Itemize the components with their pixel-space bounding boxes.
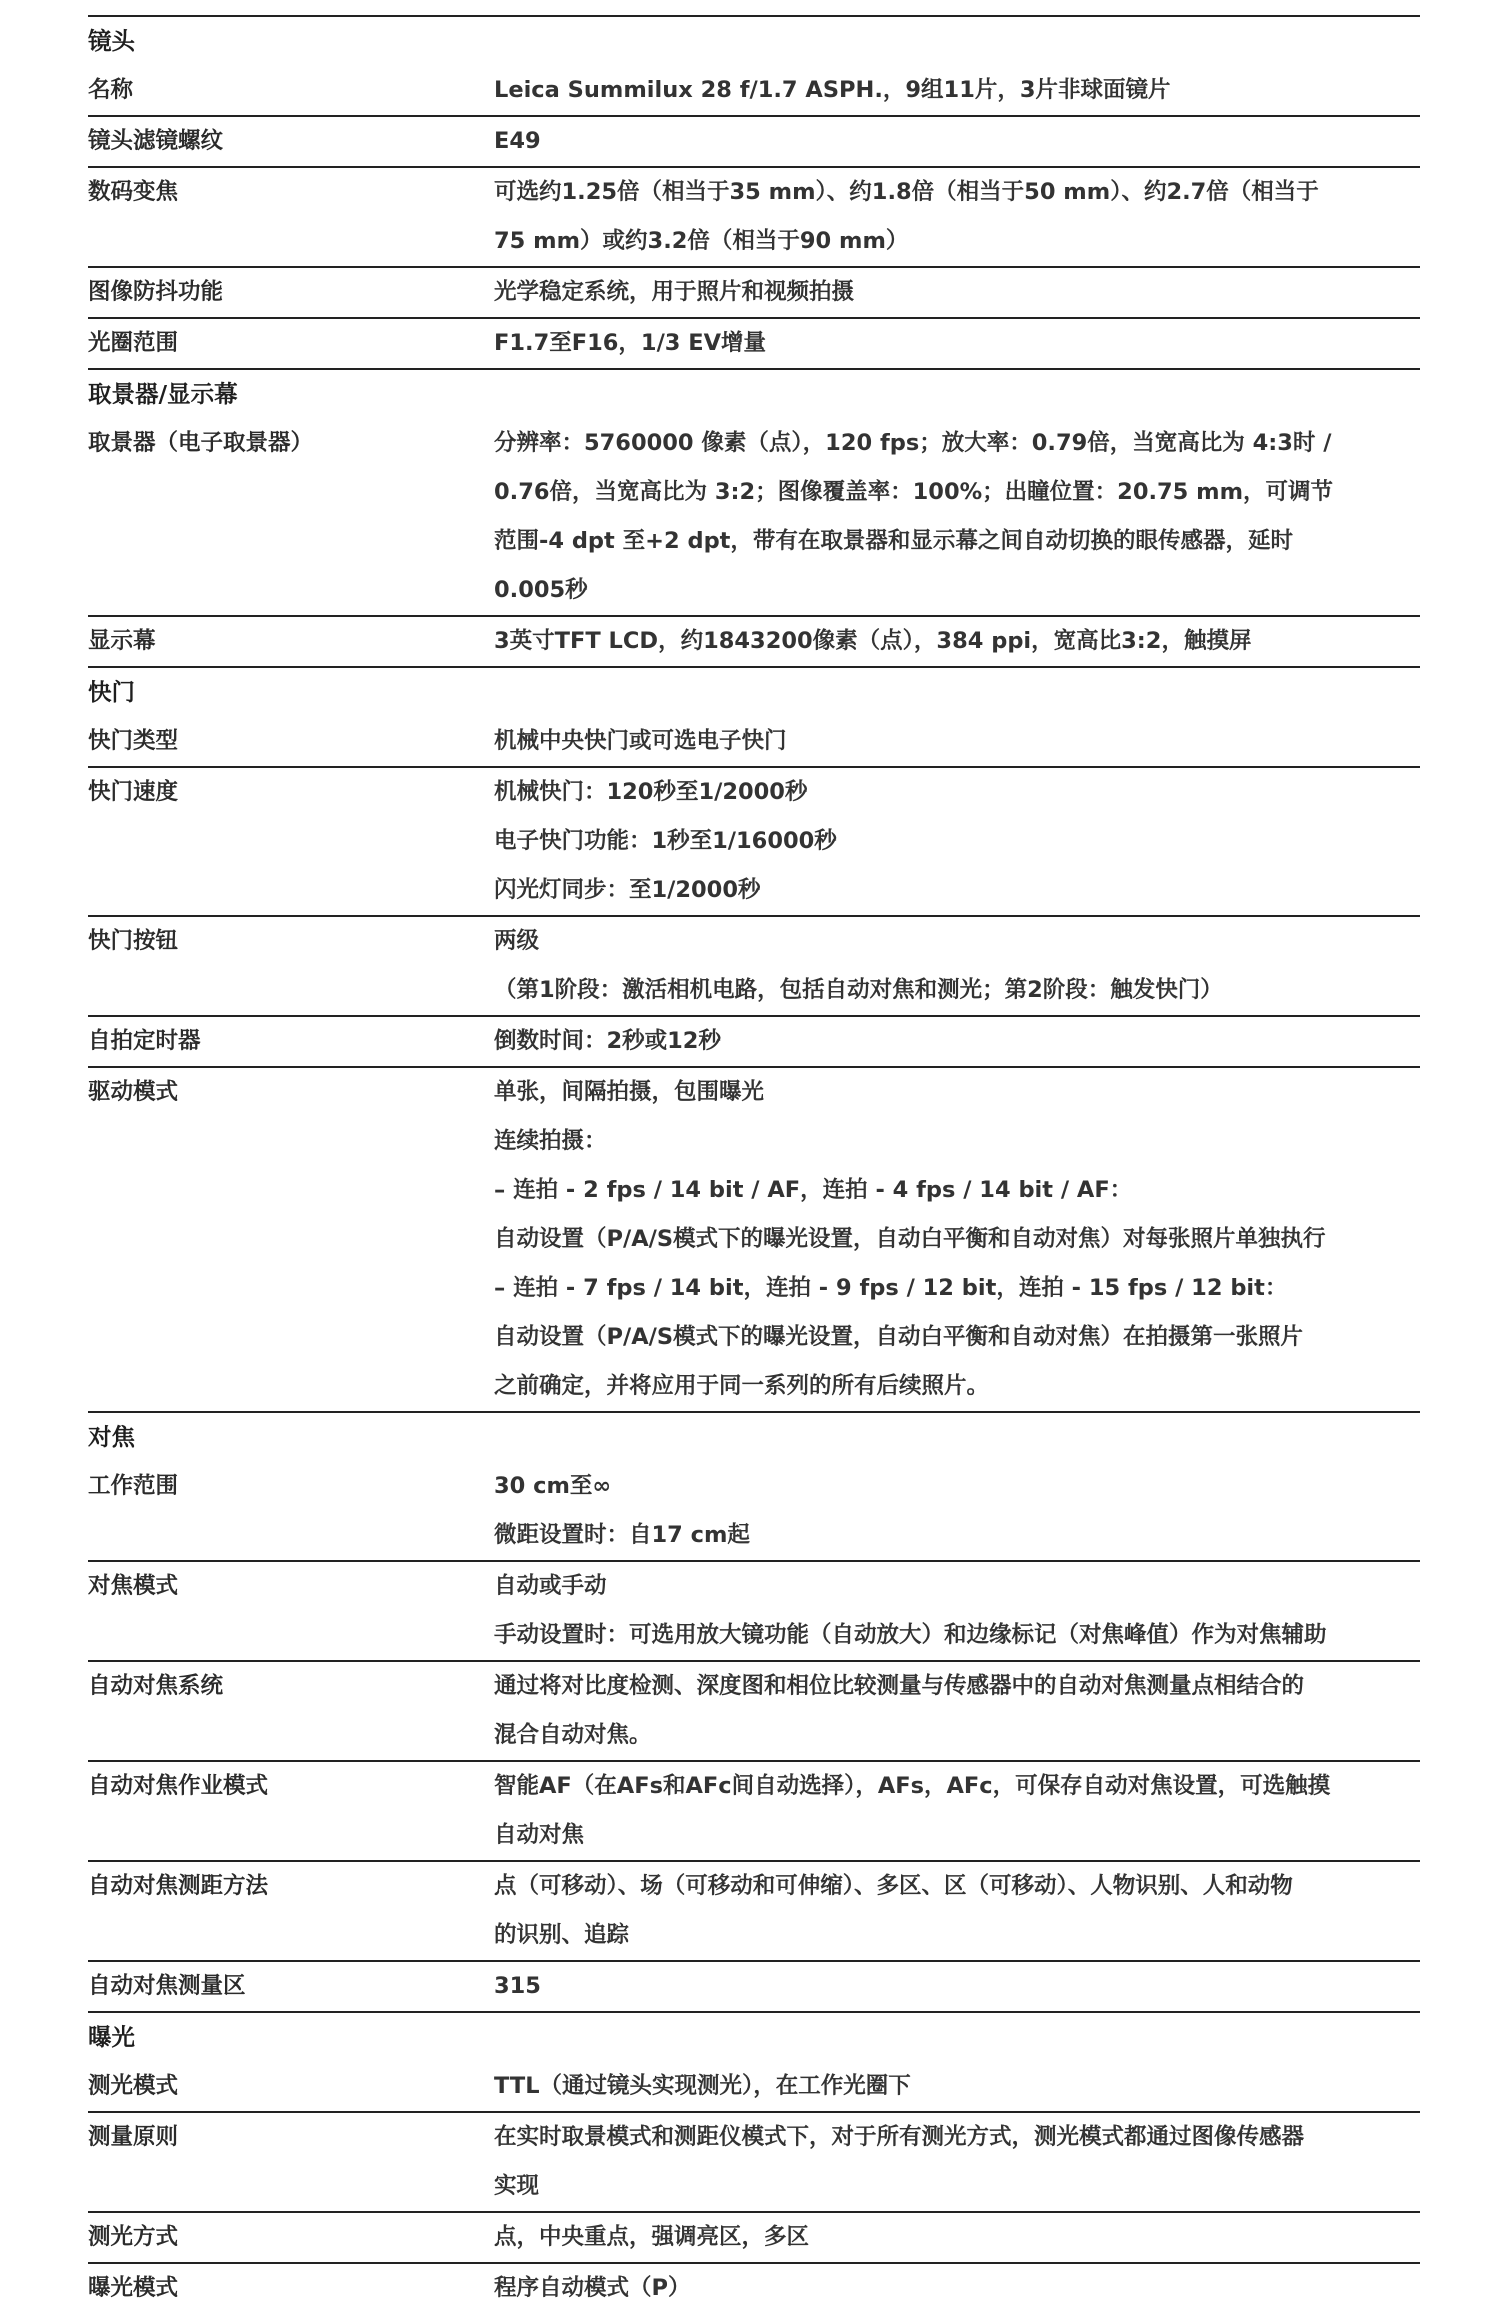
spec-row xyxy=(88,1068,1420,1413)
spec-value xyxy=(494,1562,1420,1660)
spec-row xyxy=(88,419,1420,617)
section-title: 取景器/显示幕 xyxy=(88,380,238,408)
spec-value-line: F1.7至F16，1/3 EV增量 xyxy=(494,330,767,356)
spec-value-line: 自动对焦 xyxy=(494,1822,585,1848)
spec-value xyxy=(494,1662,1420,1760)
section-title: 镜头 xyxy=(88,27,135,55)
spec-value-line: 在实时取景模式和测距仪模式下，对于所有测光方式，测光模式都通过图像传感器 xyxy=(494,2124,1305,2150)
spec-label: 工作范围 xyxy=(88,1473,179,1499)
spec-row xyxy=(88,2113,1420,2213)
section-header xyxy=(88,668,1420,717)
spec-label: 镜头滤镜螺纹 xyxy=(88,128,224,154)
spec-label: 自动对焦系统 xyxy=(88,1673,224,1699)
spec-value-line: 0.76倍，当宽高比为 3:2；图像覆盖率：100%；出瞳位置：20.75 mm，可调节 xyxy=(494,479,1334,505)
spec-row xyxy=(88,1662,1420,1762)
spec-row xyxy=(88,319,1420,370)
spec-value-line: 自动或手动 xyxy=(494,1573,607,1599)
spec-value xyxy=(494,168,1420,266)
spec-value xyxy=(494,768,1420,915)
spec-row xyxy=(88,717,1420,768)
spec-row xyxy=(88,768,1420,917)
spec-value xyxy=(494,1762,1420,1860)
spec-value-line: Leica Summilux 28 f/1.7 ASPH.，9组11片，3片非球面镜片 xyxy=(494,77,1171,103)
spec-value-line: 可选约1.25倍（相当于35 mm）、约1.8倍（相当于50 mm）、约2.7倍（相当于 xyxy=(494,179,1319,205)
spec-label: 图像防抖功能 xyxy=(88,279,224,305)
spec-value-line: 实现 xyxy=(494,2173,540,2199)
spec-value-line: E49 xyxy=(494,128,541,154)
spec-value-line: 3英寸TFT LCD，约1843200像素（点），384 ppi，宽高比3:2，触摸屏 xyxy=(494,628,1252,654)
spec-value xyxy=(494,917,1420,1015)
spec-row xyxy=(88,2264,1420,2313)
spec-label: 对焦模式 xyxy=(88,1573,179,1599)
spec-label: 数码变焦 xyxy=(88,179,179,205)
spec-value-line: 75 mm）或约3.2倍（相当于90 mm） xyxy=(494,228,909,254)
spec-value-line: 闪光灯同步：至1/2000秒 xyxy=(494,877,761,903)
spec-value-line: 之前确定，并将应用于同一系列的所有后续照片。 xyxy=(494,1373,990,1399)
spec-row xyxy=(88,1562,1420,1662)
spec-label: 光圈范围 xyxy=(88,330,179,356)
spec-value xyxy=(494,2264,1420,2313)
spec-label: 自拍定时器 xyxy=(88,1028,201,1054)
spec-row xyxy=(88,1962,1420,2013)
spec-value xyxy=(494,319,1420,368)
spec-value-line: 自动设置（P/A/S模式下的曝光设置，自动白平衡和自动对焦）对每张照片单独执行 xyxy=(494,1226,1326,1252)
spec-value-line: 两级 xyxy=(494,928,540,954)
section-title: 快门 xyxy=(88,678,135,706)
section-header xyxy=(88,370,1420,419)
spec-value-line: 315 xyxy=(494,1973,541,1999)
spec-label: 显示幕 xyxy=(88,628,156,654)
spec-label: 测光模式 xyxy=(88,2073,179,2099)
spec-value xyxy=(494,717,1420,766)
spec-row xyxy=(88,917,1420,1017)
spec-row xyxy=(88,1017,1420,1068)
spec-value-line: 的识别、追踪 xyxy=(494,1922,630,1948)
spec-row xyxy=(88,617,1420,668)
spec-value xyxy=(494,2113,1420,2211)
spec-value-line: 自动设置（P/A/S模式下的曝光设置，自动白平衡和自动对焦）在拍摄第一张照片 xyxy=(494,1324,1304,1350)
spec-value-line: 微距设置时：自17 cm起 xyxy=(494,1522,750,1548)
spec-row xyxy=(88,168,1420,268)
spec-value xyxy=(494,2213,1420,2262)
section-header xyxy=(88,17,1420,66)
spec-value-line: 光学稳定系统，用于照片和视频拍摄 xyxy=(494,279,855,305)
spec-value-line: 通过将对比度检测、深度图和相位比较测量与传感器中的自动对焦测量点相结合的 xyxy=(494,1673,1305,1699)
spec-value-line: 点（可移动）、场（可移动和可伸缩）、多区、区（可移动）、人物识别、人和动物 xyxy=(494,1873,1293,1899)
spec-value xyxy=(494,1862,1420,1960)
spec-row xyxy=(88,1762,1420,1862)
spec-label: 自动对焦作业模式 xyxy=(88,1773,269,1799)
spec-label: 测量原则 xyxy=(88,2124,179,2150)
spec-label: 快门类型 xyxy=(88,728,179,754)
spec-value-line: 程序自动模式（P） xyxy=(494,2275,691,2301)
spec-value-line: – 连拍 - 7 fps / 14 bit，连拍 - 9 fps / 12 bit，连拍 - 15 fps / 12 bit： xyxy=(494,1275,1288,1301)
spec-value-line: TTL（通过镜头实现测光），在工作光圈下 xyxy=(494,2073,911,2099)
spec-value xyxy=(494,419,1420,615)
spec-label: 曝光模式 xyxy=(88,2275,179,2301)
spec-label: 驱动模式 xyxy=(88,1079,179,1105)
spec-value-line: 连续拍摄： xyxy=(494,1128,607,1154)
spec-table xyxy=(88,15,1420,2313)
spec-label: 快门按钮 xyxy=(88,928,179,954)
spec-label: 取景器（电子取景器） xyxy=(88,430,314,456)
section-title: 曝光 xyxy=(88,2023,135,2051)
spec-value-line: 手动设置时：可选用放大镜功能（自动放大）和边缘标记（对焦峰值）作为对焦辅助 xyxy=(494,1622,1327,1648)
spec-value xyxy=(494,1017,1420,1066)
section-title: 对焦 xyxy=(88,1423,135,1451)
spec-value xyxy=(494,1068,1420,1411)
spec-value-line: 智能AF（在AFs和AFc间自动选择），AFs，AFc，可保存自动对焦设置，可选触摸 xyxy=(494,1773,1331,1799)
spec-value-line: 30 cm至∞ xyxy=(494,1473,612,1499)
spec-label: 测光方式 xyxy=(88,2224,179,2250)
spec-value xyxy=(494,117,1420,166)
section-header xyxy=(88,1413,1420,1462)
spec-value-line: 机械快门：120秒至1/2000秒 xyxy=(494,779,808,805)
spec-row xyxy=(88,66,1420,117)
spec-value xyxy=(494,66,1420,115)
spec-value-line: 机械中央快门或可选电子快门 xyxy=(494,728,787,754)
spec-label: 名称 xyxy=(88,77,134,103)
spec-value-line: 混合自动对焦。 xyxy=(494,1722,652,1748)
spec-label: 快门速度 xyxy=(88,779,179,805)
spec-label: 自动对焦测距方法 xyxy=(88,1873,269,1899)
spec-value-line: – 连拍 - 2 fps / 14 bit / AF，连拍 - 4 fps / 14 bit / AF： xyxy=(494,1177,1133,1203)
spec-value-line: 单张，间隔拍摄，包围曝光 xyxy=(494,1079,765,1105)
spec-value-line: 倒数时间：2秒或12秒 xyxy=(494,1028,721,1054)
spec-value-line: 点，中央重点，强调亮区，多区 xyxy=(494,2224,810,2250)
spec-value-line: 0.005秒 xyxy=(494,577,588,603)
spec-row xyxy=(88,1862,1420,1962)
spec-value xyxy=(494,1962,1420,2011)
spec-value-line: 分辨率：5760000 像素（点），120 fps；放大率：0.79倍，当宽高比为 4:3时 / xyxy=(494,430,1332,456)
spec-value xyxy=(494,268,1420,317)
spec-value-line: （第1阶段：激活相机电路，包括自动对焦和测光；第2阶段：触发快门） xyxy=(494,977,1223,1003)
section-header xyxy=(88,2013,1420,2062)
spec-row xyxy=(88,268,1420,319)
spec-label: 自动对焦测量区 xyxy=(88,1973,246,1999)
spec-row xyxy=(88,1462,1420,1562)
spec-value xyxy=(494,617,1420,666)
spec-value xyxy=(494,2062,1420,2111)
spec-value-line: 电子快门功能：1秒至1/16000秒 xyxy=(494,828,837,854)
spec-value-line: 范围-4 dpt 至+2 dpt，带有在取景器和显示幕之间自动切换的眼传感器，延时 xyxy=(494,528,1293,554)
spec-row xyxy=(88,2062,1420,2113)
spec-row xyxy=(88,117,1420,168)
spec-row xyxy=(88,2213,1420,2264)
spec-value xyxy=(494,1462,1420,1560)
